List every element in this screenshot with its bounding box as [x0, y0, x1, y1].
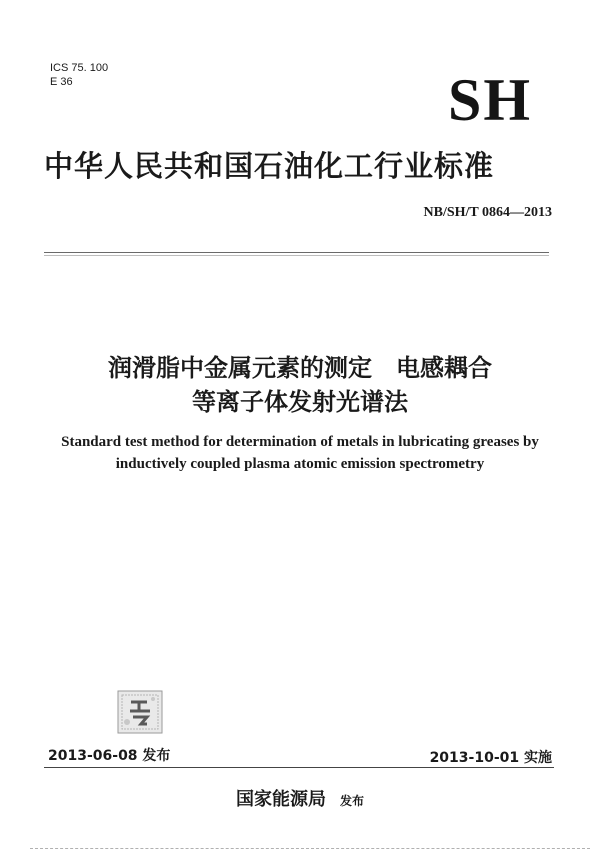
ccs-code: E 36	[50, 76, 73, 88]
ics-code: ICS 75. 100	[50, 62, 109, 74]
seal-stamp-icon	[117, 690, 163, 734]
publisher-name: 国家能源局	[235, 789, 326, 810]
header-divider-secondary	[44, 255, 549, 256]
scan-edge-line	[30, 848, 590, 849]
title-chinese-line-2: 等离子体发射光谱法	[192, 388, 408, 416]
classification-codes	[50, 61, 108, 89]
footer-divider	[44, 767, 554, 768]
header-divider	[44, 252, 549, 253]
issue-date: 2013-06-08 发布	[48, 748, 171, 764]
title-english-line-2: inductively coupled plasma atomic emission spectrometry	[115, 456, 485, 472]
title-english-line-1: Standard test method for determination of metals in lubricating greases by	[61, 434, 539, 450]
implementation-date: 2013-10-01 实施	[429, 750, 552, 766]
publisher-suffix: 发布	[339, 794, 364, 808]
title-chinese-line-1: 润滑脂中金属元素的测定 电感耦合	[108, 354, 492, 382]
standard-code: NB/SH/T 0864—2013	[423, 205, 552, 220]
publisher	[0, 785, 600, 811]
standard-name: 中华人民共和国石油化工行业标准	[44, 149, 495, 183]
sh-logo: SH	[448, 67, 533, 133]
